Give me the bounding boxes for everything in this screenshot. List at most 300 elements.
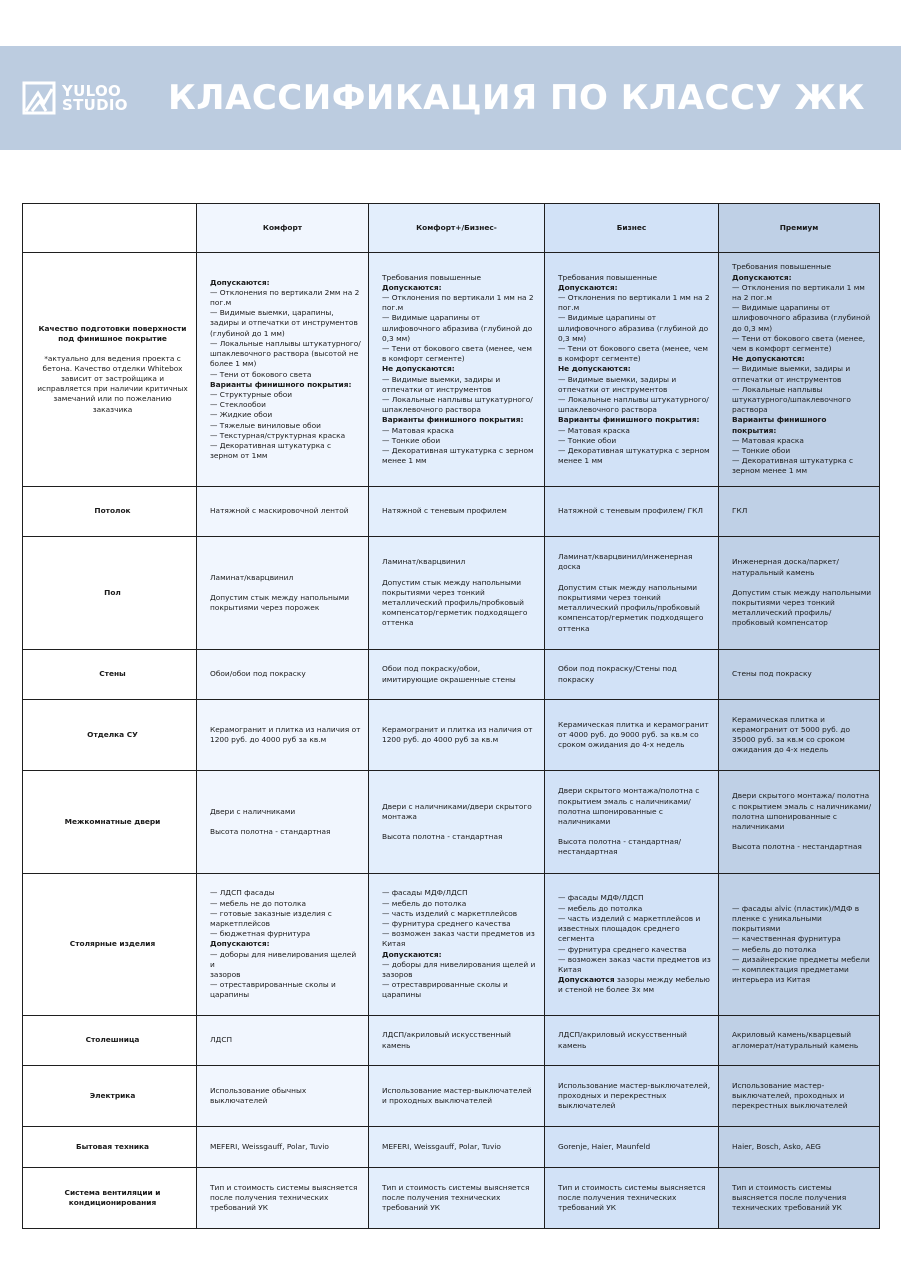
row-label: Качество подготовки поверхности под финишное покрытие bbox=[38, 324, 187, 344]
cell-line bbox=[210, 970, 361, 980]
cell-line bbox=[382, 1086, 537, 1106]
cell-text: Не допускаются: bbox=[732, 354, 805, 364]
cell-text: Допустим стык между напольными покрытиями через тонкий металлический профиль/пробковый компенсатор/герметик подходящего оттенка bbox=[558, 582, 704, 633]
cell-text: Высота полотна - стандартная bbox=[382, 832, 503, 842]
cell-line bbox=[732, 415, 872, 435]
cell-text: — Жидкие обои bbox=[210, 410, 273, 420]
cell-line bbox=[210, 1183, 361, 1214]
row-label: Межкомнатные двери bbox=[64, 816, 161, 826]
row-label-cell bbox=[23, 650, 197, 700]
cell-text: — Видимые выемки, задиры и отпечатки от инструментов bbox=[732, 364, 851, 384]
cell-line bbox=[382, 313, 537, 344]
cell-text: — Декоративная штукатурка с зерном менее 1 мм bbox=[558, 446, 710, 466]
row-label-cell bbox=[23, 1016, 197, 1066]
cell-line bbox=[558, 664, 711, 684]
cell-line bbox=[382, 436, 537, 446]
cell-line bbox=[210, 431, 361, 441]
cell-line bbox=[558, 1030, 711, 1050]
cell-line bbox=[210, 573, 361, 583]
cell-text: Керамическая плитка и керамогранит от 5000 руб. до 35000 руб. за кв.м со сроком ожидания до 4-х недель bbox=[732, 714, 851, 755]
cell-text: — Тонкие обои bbox=[732, 446, 791, 456]
row-label-cell bbox=[23, 487, 197, 537]
cell-line bbox=[732, 446, 872, 456]
cell-text: Тип и стоимость системы выясняется после получения технических требований УК bbox=[732, 1182, 847, 1213]
page-title: КЛАССИФИКАЦИЯ ПО КЛАССУ ЖК bbox=[168, 78, 865, 118]
cell-line bbox=[732, 385, 872, 416]
cell-comfort bbox=[197, 537, 369, 650]
cell-premium bbox=[719, 650, 880, 700]
cell-text: — возможен заказ части предметов из Китая bbox=[558, 954, 711, 974]
cell-business bbox=[545, 650, 719, 700]
cell-text: Gorenje, Haier, Maunfeld bbox=[558, 1141, 651, 1151]
cell-text: — Матовая краска bbox=[382, 425, 454, 435]
row-label: Столярные изделия bbox=[69, 939, 156, 949]
cell-text: — бюджетная фурнитура bbox=[210, 929, 311, 939]
cell-text: Использование мастер-выключателей и проходных выключателей bbox=[382, 1085, 532, 1105]
cell-line bbox=[732, 334, 872, 354]
cell-text: Керамогранит и плитка из наличия от 1200 руб. до 4000 руб за кв.м bbox=[382, 724, 533, 744]
header-cell-premium: Премиум bbox=[719, 204, 880, 253]
cell-text: — мебель до потолка bbox=[382, 898, 467, 908]
table-row bbox=[23, 253, 880, 487]
cell-line bbox=[732, 1030, 872, 1050]
cell-line bbox=[732, 436, 872, 446]
cell-text: — Тени от бокового света bbox=[210, 369, 312, 379]
table-row bbox=[23, 487, 880, 537]
cell-text: Ламинат/кварцвинил bbox=[382, 557, 466, 567]
cell-line bbox=[382, 909, 537, 919]
cell-line bbox=[382, 344, 537, 364]
header-cell-empty bbox=[23, 204, 197, 253]
cell-text: Не допускаются: bbox=[382, 364, 455, 374]
row-label-cell bbox=[23, 1066, 197, 1127]
cell-text: — Видимые выемки, задиры и отпечатки от инструментов bbox=[558, 374, 677, 394]
cell-line bbox=[210, 1142, 361, 1152]
cell-text: Допускаются: bbox=[382, 949, 442, 959]
cell-line bbox=[558, 395, 711, 415]
cell-text: — мебель не до потолка bbox=[210, 898, 307, 908]
cell-comfort-plus bbox=[369, 537, 545, 650]
cell-line bbox=[558, 1183, 711, 1214]
cell-line bbox=[210, 288, 361, 308]
cell-text: Не допускаются: bbox=[558, 364, 631, 374]
cell-line bbox=[210, 370, 361, 380]
cell-line bbox=[558, 1142, 711, 1152]
cell-comfort-plus bbox=[369, 874, 545, 1016]
cell-text: — Матовая краска bbox=[558, 425, 630, 435]
cell-line bbox=[558, 446, 711, 466]
cell-comfort bbox=[197, 1127, 369, 1168]
cell-premium bbox=[719, 253, 880, 487]
cell-line bbox=[732, 1081, 872, 1112]
cell-line bbox=[210, 899, 361, 909]
cell-line bbox=[210, 410, 361, 420]
cell-text: — Локальные наплывы штукатурного/шпаклевочного раствора bbox=[732, 384, 851, 415]
logo-line-1: YULOO bbox=[62, 82, 122, 100]
cell-line bbox=[558, 364, 711, 374]
cell-line bbox=[732, 965, 872, 985]
cell-text: — комплектация предметами интерьера из Китая bbox=[732, 964, 849, 985]
cell-line bbox=[382, 578, 537, 629]
cell-text: — фурнитура среднего качества bbox=[558, 944, 687, 954]
cell-text: Допустим стык между напольными покрытиями через тонкий металлический профиль/ пробковый компенсатор bbox=[732, 587, 872, 628]
cell-line bbox=[382, 1183, 537, 1214]
cell-comfort-plus bbox=[369, 253, 545, 487]
cell-text: Использование мастер-выключателей, проходных и перекрестных выключателей bbox=[732, 1080, 848, 1111]
cell-text-tail: зазоры между мебелью и стеной не более 3х мм bbox=[558, 975, 710, 995]
cell-line bbox=[382, 557, 537, 567]
cell-text: MEFERI, Weissgauff, Polar, Tuvio bbox=[210, 1141, 329, 1151]
cell-text: Варианты финишного покрытия: bbox=[382, 415, 524, 425]
cell-line bbox=[558, 893, 711, 903]
cell-line bbox=[210, 950, 361, 970]
cell-text: — Отклонения по вертикали 1 мм на 2 пог.м bbox=[382, 292, 534, 313]
table-row bbox=[23, 874, 880, 1016]
cell-business bbox=[545, 874, 719, 1016]
cell-comfort bbox=[197, 771, 369, 874]
cell-business bbox=[545, 1066, 719, 1127]
cell-line bbox=[558, 415, 711, 425]
cell-premium bbox=[719, 771, 880, 874]
row-label: Бытовая техника bbox=[75, 1141, 149, 1151]
cell-text: — Локальные наплывы штукатурного/шпаклевочного раствора (высотой не более 1 мм) bbox=[210, 338, 361, 369]
cell-line bbox=[382, 802, 537, 822]
cell-premium bbox=[719, 1066, 880, 1127]
logo-line-2: STUDIO bbox=[62, 96, 128, 114]
cell-line bbox=[732, 588, 872, 629]
cell-line bbox=[210, 593, 361, 613]
header-cell-comfort: Комфорт bbox=[197, 204, 369, 253]
cell-text: — Тонкие обои bbox=[382, 435, 441, 445]
cell-text: Керамическая плитка и керамогранит от 4000 руб. до 9000 руб. за кв.м со сроком ожидания до 4-х недель bbox=[558, 719, 709, 750]
cell-line bbox=[382, 506, 537, 516]
cell-line bbox=[382, 888, 537, 898]
row-label: Электрика bbox=[89, 1090, 136, 1100]
cell-text: Натяжной с теневым профилем/ ГКЛ bbox=[558, 506, 703, 516]
cell-text: — фасады alvic (пластик)/МДФ в пленке с уникальными покрытиями bbox=[732, 903, 860, 934]
cell-line bbox=[732, 791, 872, 832]
cell-line bbox=[732, 1142, 872, 1152]
logo-mark-icon bbox=[22, 81, 56, 115]
cell-text: Ламинат/кварцвинил bbox=[210, 572, 294, 582]
table-row bbox=[23, 700, 880, 771]
cell-text: — фурнитура среднего качества bbox=[382, 918, 511, 928]
row-label: Отделка СУ bbox=[87, 729, 138, 739]
cell-line bbox=[558, 904, 711, 914]
cell-text: — дизайнерские предметы мебели bbox=[732, 954, 870, 964]
cell-text: — доборы для нивелирования щелей и зазоров bbox=[382, 959, 536, 979]
cell-comfort-plus bbox=[369, 700, 545, 771]
cell-text: — Локальные наплывы штукатурного/шпаклевочного раствора bbox=[558, 395, 709, 415]
cell-premium bbox=[719, 874, 880, 1016]
row-label-cell bbox=[23, 1127, 197, 1168]
cell-text: Допускаются: bbox=[210, 277, 270, 287]
cell-text: Двери скрытого монтажа/ полотна с покрытием эмаль с наличниками/полотна шпонированные с наличниками bbox=[732, 791, 872, 832]
cell-text: — Декоративная штукатурка с зерном менее 1 мм bbox=[732, 456, 854, 476]
cell-business bbox=[545, 771, 719, 874]
cell-text: — Стеклообои bbox=[210, 400, 266, 410]
cell-text: Высота полотна - стандартная/ нестандартная bbox=[558, 837, 681, 857]
cell-line bbox=[210, 929, 361, 939]
cell-comfort-plus bbox=[369, 771, 545, 874]
cell-line bbox=[210, 400, 361, 410]
cell-text: зазоров bbox=[210, 970, 241, 979]
row-label-cell bbox=[23, 700, 197, 771]
cell-text: — Видимые царапины от шлифовочного абразива (глубиной до 0,3 мм) bbox=[732, 303, 871, 333]
cell-text: Допускаются: bbox=[382, 282, 442, 292]
cell-text: Керамогранит и плитка из наличия от 1200 руб. до 4000 руб за кв.м bbox=[210, 724, 361, 744]
cell-text: — Локальные наплывы штукатурного/шпаклевочного раствора bbox=[382, 395, 533, 415]
cell-line bbox=[732, 842, 872, 852]
cell-line bbox=[382, 929, 537, 949]
table-row bbox=[23, 1127, 880, 1168]
table-row bbox=[23, 1016, 880, 1066]
cell-business bbox=[545, 487, 719, 537]
cell-business bbox=[545, 1168, 719, 1229]
cell-line bbox=[210, 421, 361, 431]
cell-text: — фасады МДФ/ЛДСП bbox=[382, 888, 468, 898]
table-row bbox=[23, 771, 880, 874]
cell-text: — Видимые царапины от шлифовочного абразива (глубиной до 0,3 мм) bbox=[558, 313, 709, 343]
cell-line bbox=[382, 426, 537, 436]
cell-text: — возможен заказ части предметов из Китая bbox=[382, 929, 535, 949]
cell-text: Требования повышенные bbox=[382, 272, 482, 282]
cell-text: ГКЛ bbox=[732, 506, 748, 516]
table-row bbox=[23, 1066, 880, 1127]
cell-line bbox=[558, 344, 711, 364]
cell-line bbox=[210, 278, 361, 288]
cell-line bbox=[210, 390, 361, 400]
row-label: Система вентиляции и кондиционирования bbox=[64, 1187, 161, 1207]
cell-line bbox=[558, 837, 711, 857]
cell-text: Натяжной с маскировочной лентой bbox=[210, 506, 349, 516]
cell-text: — Структурные обои bbox=[210, 389, 293, 399]
cell-text: Обои под покраску/обои, имитирующие окрашенные стены bbox=[382, 664, 516, 684]
cell-line bbox=[382, 395, 537, 415]
row-label: Пол bbox=[104, 587, 121, 597]
row-label-cell bbox=[23, 253, 197, 487]
cell-line bbox=[382, 1142, 537, 1152]
cell-business bbox=[545, 537, 719, 650]
cell-line bbox=[210, 807, 361, 817]
cell-line bbox=[558, 1081, 711, 1112]
cell-comfort-plus bbox=[369, 1168, 545, 1229]
cell-line bbox=[558, 552, 711, 572]
cell-comfort bbox=[197, 874, 369, 1016]
cell-text: Стены под покраску bbox=[732, 669, 812, 679]
cell-text: — часть изделий с маркетплейсов и известных площадок среднего сегмента bbox=[558, 913, 701, 944]
cell-text: — Текстурная/структурная краска bbox=[210, 430, 346, 440]
cell-text: — Видимые царапины от шлифовочного абразива (глубиной до 0,3 мм) bbox=[382, 313, 533, 343]
cell-premium bbox=[719, 1168, 880, 1229]
cell-line bbox=[210, 888, 361, 898]
cell-comfort bbox=[197, 487, 369, 537]
cell-text: — часть изделий с маркетплейсов bbox=[382, 908, 518, 918]
cell-line bbox=[732, 262, 872, 272]
logo bbox=[22, 78, 148, 118]
cell-line bbox=[732, 945, 872, 955]
cell-comfort bbox=[197, 253, 369, 487]
cell-text: Акриловый камень/кварцевый агломерат/натуральный камень bbox=[732, 1030, 859, 1050]
cell-text: Тип и стоимость системы выясняется после получения технических требований УК bbox=[382, 1182, 530, 1213]
cell-text: — Тени от бокового света (менее, чем в комфорт сегменте) bbox=[732, 333, 866, 353]
cell-line bbox=[558, 583, 711, 634]
cell-line bbox=[210, 939, 361, 949]
cell-comfort bbox=[197, 650, 369, 700]
cell-line bbox=[732, 354, 872, 364]
cell-text: Натяжной с теневым профилем bbox=[382, 506, 507, 516]
cell-business bbox=[545, 700, 719, 771]
header-cell-business: Бизнес bbox=[545, 204, 719, 253]
cell-line bbox=[382, 664, 537, 684]
cell-line bbox=[732, 364, 872, 384]
header-cell-comfort-plus: Комфорт+/Бизнес- bbox=[369, 204, 545, 253]
header-row bbox=[23, 204, 880, 253]
cell-text: ЛДСП/акриловый искусственный камень bbox=[382, 1030, 511, 1050]
cell-text: Высота полотна - стандартная bbox=[210, 827, 331, 836]
cell-line bbox=[382, 283, 537, 293]
cell-text: — Отклонения по вертикали 1 мм на 2 пог.м bbox=[732, 282, 865, 302]
cell-line bbox=[210, 339, 361, 370]
cell-text: Допускаются bbox=[558, 975, 615, 985]
cell-premium bbox=[719, 537, 880, 650]
cell-line bbox=[210, 308, 361, 339]
cell-text: Использование мастер-выключателей, проходных и перекрестных выключателей bbox=[558, 1080, 711, 1111]
cell-text: Двери скрытого монтажа/полотна с покрытием эмаль с наличниками/ полотна шпонированные с наличниками bbox=[558, 786, 700, 826]
cell-line bbox=[732, 715, 872, 756]
cell-line bbox=[558, 786, 711, 827]
classification-table bbox=[22, 203, 880, 1229]
cell-line bbox=[210, 1086, 361, 1106]
cell-text: Haier, Bosch, Asko, AEG bbox=[732, 1141, 821, 1151]
cell-text: Варианты финишного покрытия: bbox=[732, 415, 827, 435]
cell-line bbox=[558, 313, 711, 344]
cell-line bbox=[382, 273, 537, 283]
cell-business bbox=[545, 1127, 719, 1168]
cell-text: Использование обычных выключателей bbox=[210, 1085, 307, 1105]
cell-line bbox=[210, 980, 361, 1000]
cell-comfort-plus bbox=[369, 650, 545, 700]
cell-text: — Тонкие обои bbox=[558, 435, 617, 445]
row-label-cell bbox=[23, 537, 197, 650]
cell-line bbox=[558, 975, 711, 995]
cell-line bbox=[210, 380, 361, 390]
header-banner bbox=[0, 46, 901, 150]
cell-text: — отреставрированные сколы и царапины bbox=[382, 980, 508, 1000]
cell-line bbox=[382, 980, 537, 1000]
cell-line bbox=[732, 934, 872, 944]
cell-line bbox=[558, 426, 711, 436]
cell-line bbox=[382, 446, 537, 466]
cell-line bbox=[558, 375, 711, 395]
cell-line bbox=[382, 919, 537, 929]
cell-text: — доборы для нивелирования щелей и bbox=[210, 949, 357, 969]
cell-comfort bbox=[197, 1066, 369, 1127]
cell-text: — Видимые выемки, задиры и отпечатки от инструментов bbox=[382, 374, 501, 394]
cell-line bbox=[558, 914, 711, 945]
cell-text: Высота полотна - нестандартная bbox=[732, 842, 862, 852]
row-label-cell bbox=[23, 1168, 197, 1229]
cell-text: Обои под покраску/Стены под покраску bbox=[558, 664, 677, 684]
cell-premium bbox=[719, 1016, 880, 1066]
cell-line bbox=[210, 725, 361, 745]
cell-line bbox=[732, 955, 872, 965]
cell-text: — Декоративная штукатурка с зерном менее 1 мм bbox=[382, 446, 534, 466]
cell-line bbox=[382, 725, 537, 745]
cell-comfort-plus bbox=[369, 1127, 545, 1168]
row-note: *актуально для ведения проекта с бетона. Качество отделки Whitebox зависит от застройщика и исправляется при наличии критичных замечаний или по пожеланию заказчика bbox=[37, 353, 188, 414]
cell-line bbox=[210, 909, 361, 929]
cell-line bbox=[210, 1035, 361, 1045]
cell-line bbox=[210, 669, 361, 679]
cell-comfort bbox=[197, 1016, 369, 1066]
cell-line bbox=[732, 456, 872, 476]
cell-comfort-plus bbox=[369, 1066, 545, 1127]
cell-text: Тип и стоимость системы выясняется после получения технических требований УК bbox=[210, 1182, 358, 1213]
cell-line bbox=[382, 832, 537, 842]
cell-text: Тип и стоимость системы выясняется после получения технических требований УК bbox=[558, 1182, 706, 1213]
cell-text: Обои/обои под покраску bbox=[210, 669, 306, 679]
cell-text: — Тени от бокового света (менее, чем в комфорт сегменте) bbox=[382, 343, 532, 364]
logo-wordmark bbox=[62, 84, 128, 112]
cell-line bbox=[382, 375, 537, 395]
cell-text: Допускаются: bbox=[558, 282, 618, 292]
table-row bbox=[23, 650, 880, 700]
cell-text: Двери с наличниками bbox=[210, 806, 296, 816]
cell-line bbox=[382, 415, 537, 425]
cell-line bbox=[382, 950, 537, 960]
row-label: Столешница bbox=[85, 1035, 140, 1045]
cell-comfort bbox=[197, 700, 369, 771]
cell-text: — мебель до потолка bbox=[558, 903, 643, 913]
cell-business bbox=[545, 253, 719, 487]
cell-line bbox=[732, 273, 872, 283]
cell-line bbox=[558, 506, 711, 516]
row-label-cell bbox=[23, 874, 197, 1016]
cell-line bbox=[558, 720, 711, 751]
cell-text: Допустим стык между напольными покрытиями через порожек bbox=[210, 592, 350, 613]
cell-line bbox=[558, 283, 711, 293]
cell-text: MEFERI, Weissgauff, Polar, Tuvio bbox=[382, 1141, 501, 1151]
cell-text: — качественная фурнитура bbox=[732, 934, 841, 944]
cell-comfort-plus bbox=[369, 1016, 545, 1066]
cell-text: — Декоративная штукатурка с зерном от 1мм bbox=[210, 440, 332, 461]
row-label-cell bbox=[23, 771, 197, 874]
cell-line bbox=[210, 441, 361, 461]
cell-line bbox=[732, 303, 872, 334]
cell-line bbox=[732, 1183, 872, 1214]
cell-text: — Отклонения по вертикали 2мм на 2 пог.м bbox=[210, 287, 360, 308]
cell-text: — Видимые выемки, царапины, задиры и отпечатки от инструментов (глубиной до 1 мм) bbox=[210, 308, 358, 338]
cell-text: Варианты финишного покрытия: bbox=[210, 379, 352, 389]
cell-line bbox=[732, 557, 872, 577]
cell-line bbox=[382, 960, 537, 980]
cell-line bbox=[382, 1030, 537, 1050]
row-label: Стены bbox=[99, 669, 126, 679]
cell-line bbox=[558, 436, 711, 446]
cell-line bbox=[382, 364, 537, 374]
cell-text: — мебель до потолка bbox=[732, 944, 817, 954]
cell-line bbox=[558, 293, 711, 313]
cell-text: Варианты финишного покрытия: bbox=[558, 415, 700, 425]
cell-business bbox=[545, 1016, 719, 1066]
cell-text: Допускаются: bbox=[732, 272, 792, 282]
table-row bbox=[23, 1168, 880, 1229]
cell-text: Допустим стык между напольными покрытиями через тонкий металлический профиль/пробковый компенсатор/герметик подходящего оттенка bbox=[382, 577, 528, 628]
cell-text: — Отклонения по вертикали 1 мм на 2 пог.м bbox=[558, 292, 710, 313]
cell-line bbox=[558, 273, 711, 283]
cell-line bbox=[732, 669, 872, 679]
